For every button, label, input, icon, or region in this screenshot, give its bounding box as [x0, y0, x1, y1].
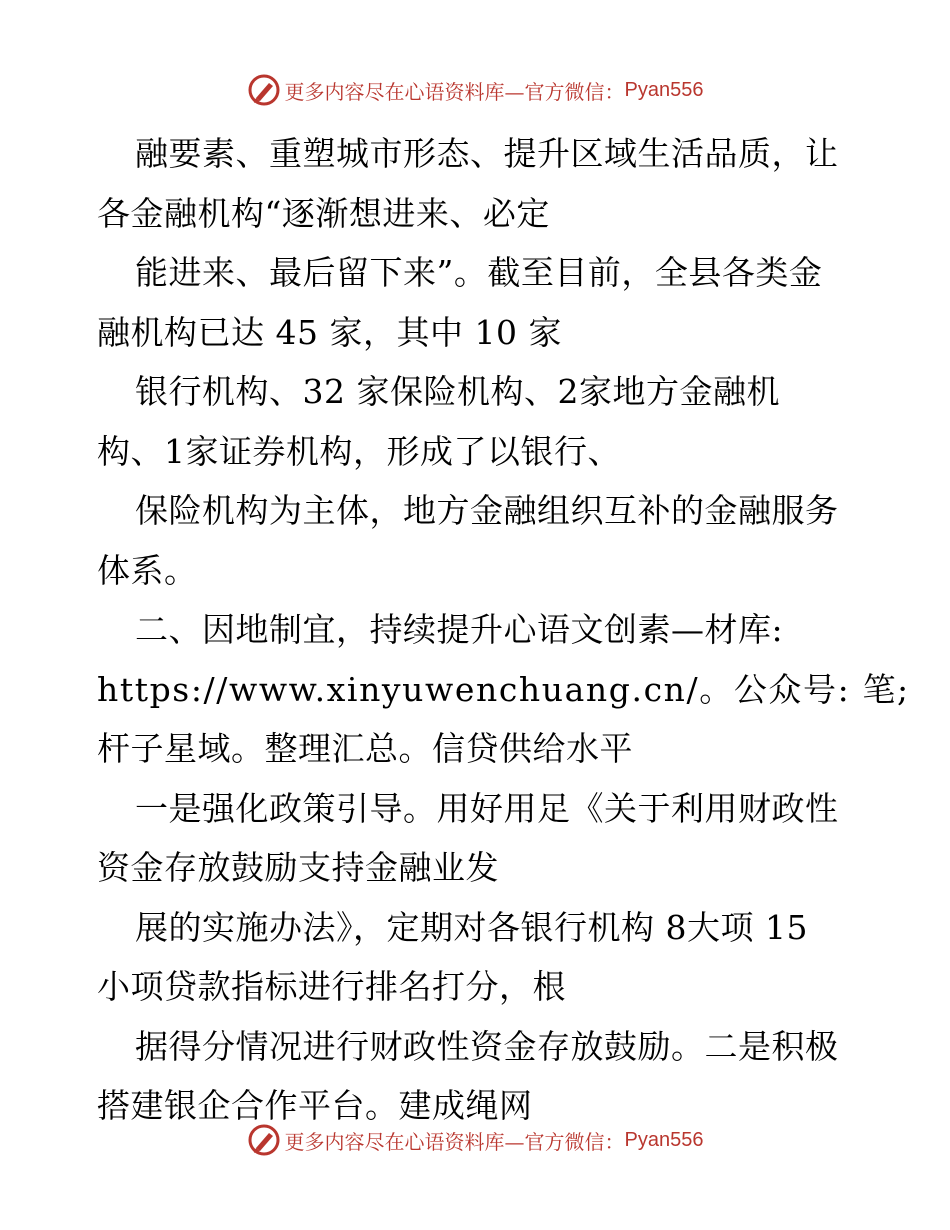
text-line: 一是强化政策引导。用好用足《关于利用财政性	[135, 788, 839, 828]
text-line: 搭建银企合作平台。建成绳网	[97, 1086, 533, 1125]
footer-banner	[0, 1120, 950, 1160]
text-line: 小项贷款指标进行排名打分，根	[97, 967, 566, 1006]
text-line: 展的实施办法》，定期对各银行机构 8大项 15	[135, 907, 808, 947]
text-line: 构、1家证券机构，形成了以银行、	[97, 431, 621, 471]
text-line: 银行机构、32 家保险机构、2家地方金融机	[135, 372, 780, 411]
header-banner	[0, 70, 950, 110]
document-body	[97, 124, 910, 1136]
text-line: 据得分情况进行财政性资金存放鼓励。二是积极	[135, 1026, 839, 1066]
banner-text: 更多内容尽在心语资料库—官方微信：	[284, 1129, 625, 1154]
text-line: 融要素、重塑城市形态、提升区域生活品质，让	[135, 134, 839, 173]
pen-logo-icon	[247, 1123, 281, 1157]
text-line: 保险机构为主体，地方金融组织互补的金融服务	[135, 491, 839, 530]
text-line: 能进来、最后留下来”。截至目前，全县各类金	[135, 253, 823, 292]
pen-logo-icon	[247, 73, 281, 107]
text-line: 各金融机构“逐渐想进来、必定	[97, 193, 550, 233]
text-line: 体系。	[97, 550, 198, 590]
text-line: 杆子星域。整理汇总。信贷供给水平	[97, 729, 633, 768]
banner-account: Pyan556	[624, 1128, 704, 1151]
text-line-url: https://www.xinyuwenchuang.cn/。公众号: 笔;	[97, 669, 910, 709]
text-line: 融机构已达 45 家，其中 10 家	[97, 312, 562, 352]
text-line: 资金存放鼓励支持金融业发	[97, 848, 499, 887]
banner-text: 更多内容尽在心语资料库—官方微信：	[284, 79, 625, 104]
text-line: 二、因地制宜，持续提升心语文创素—材库:	[135, 610, 784, 649]
banner-account: Pyan556	[624, 78, 704, 101]
